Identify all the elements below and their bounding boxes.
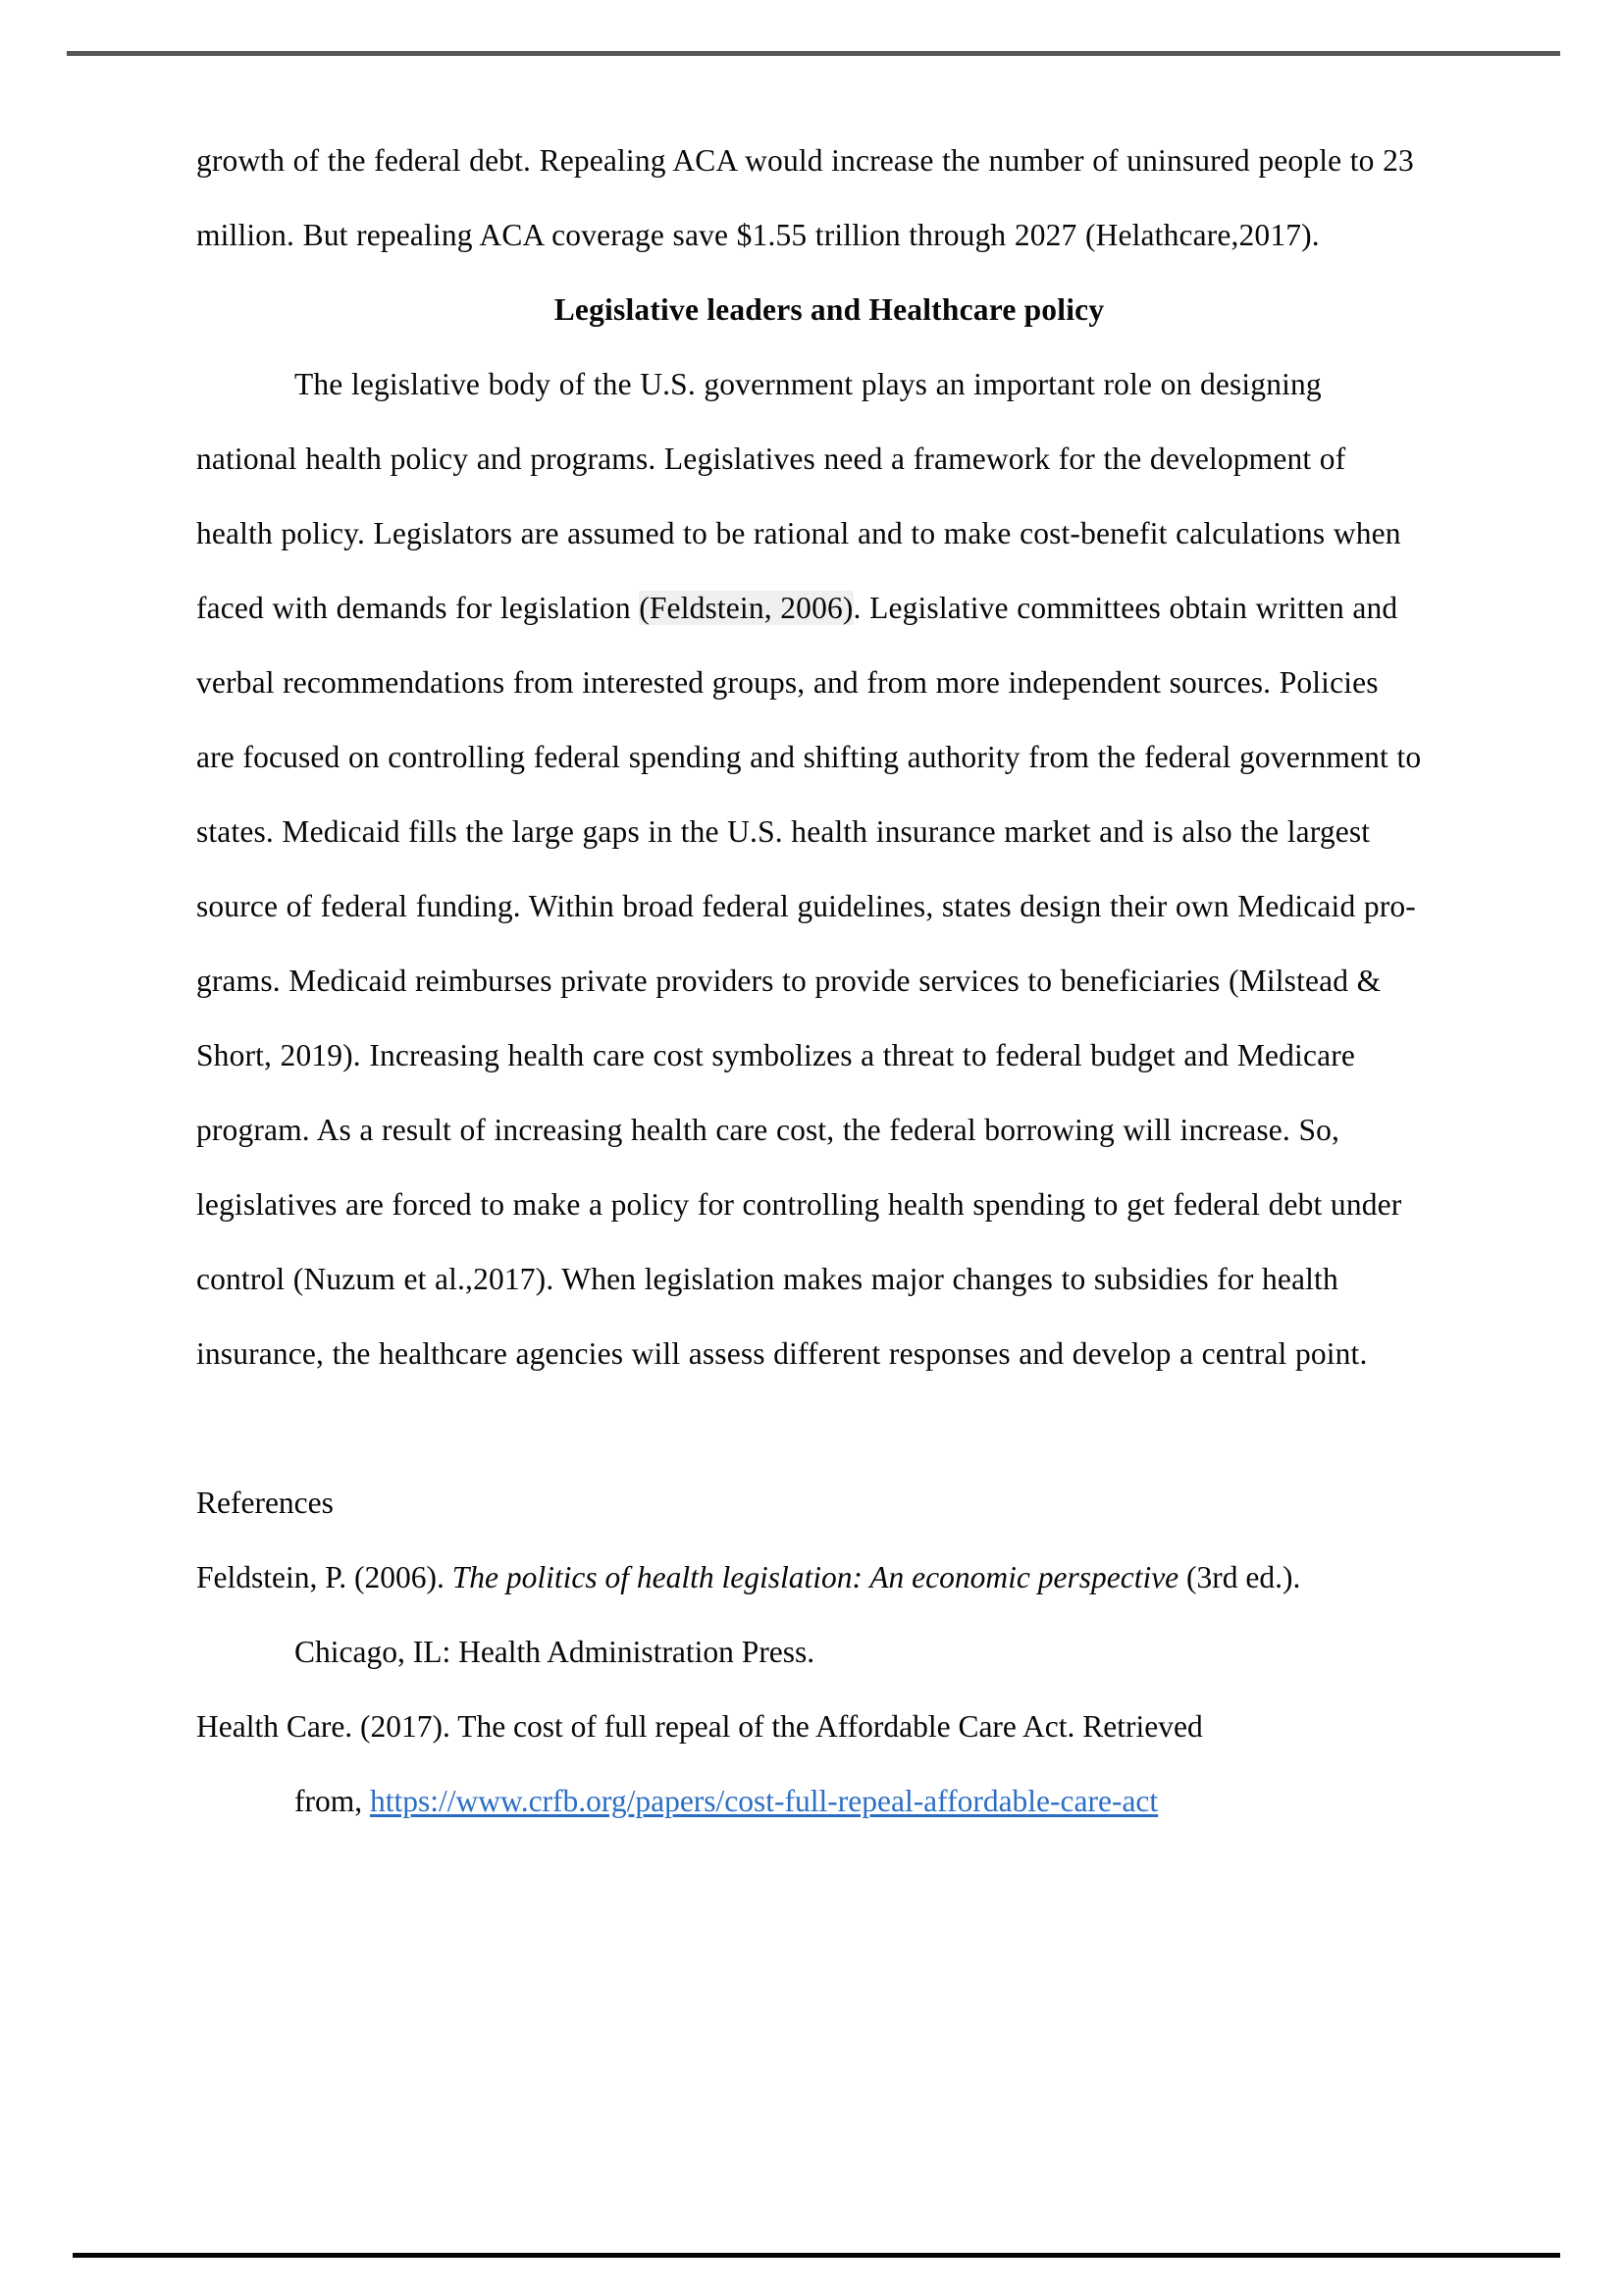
body-line-8: source of federal funding. Within broad federal guidelines, states design their own Medicaid pro- (196, 889, 1416, 923)
reference-1-edition: (3rd ed.). (1178, 1560, 1301, 1594)
body-line-14: insurance, the healthcare agencies will assess different responses and develop a central point. (196, 1336, 1368, 1371)
body-line-4 (196, 571, 1462, 646)
footer-rule (73, 2253, 1560, 2258)
body-line-10: Short, 2019). Increasing health care cost symbolizes a threat to federal budget and Medicare (196, 1038, 1355, 1072)
highlighted-citation: (Feldstein, 2006) (639, 591, 854, 625)
references-heading: References (196, 1486, 334, 1520)
body-line-12: legislatives are forced to make a policy for controlling health spending to get federal debt under (196, 1187, 1402, 1222)
paragraph-spacer (196, 1391, 1462, 1466)
body-line-1: The legislative body of the U.S. government plays an important role on designing (294, 367, 1322, 401)
reference-1-title: The politics of health legislation: An economic perspective (451, 1560, 1179, 1594)
body-line-2: national health policy and programs. Legislatives need a framework for the development of (196, 442, 1346, 476)
page-content (196, 124, 1462, 1839)
continued-paragraph-line-1: growth of the federal debt. Repealing ACA would increase the number of uninsured people to 23 (196, 143, 1414, 178)
header-rule (67, 51, 1560, 56)
body-line-9: grams. Medicaid reimburses private providers to provide services to beneficiaries (Milstead & (196, 964, 1382, 998)
body-line-11: program. As a result of increasing health care cost, the federal borrowing will increase. So, (196, 1113, 1340, 1147)
body-line-6: are focused on controlling federal spending and shifting authority from the federal government to (196, 740, 1422, 774)
reference-2-from-label: from, (294, 1784, 370, 1818)
continued-paragraph-line-2: million. But repealing ACA coverage save $1.55 trillion through 2027 (Helathcare,2017). (196, 218, 1320, 252)
reference-1-continuation: Chicago, IL: Health Administration Press. (294, 1635, 815, 1669)
body-line-5: verbal recommendations from interested groups, and from more independent sources. Policies (196, 665, 1379, 700)
body-line-4-before: faced with demands for legislation (196, 591, 640, 625)
reference-1-author-year: Feldstein, P. (2006). (196, 1560, 452, 1594)
section-heading: Legislative leaders and Healthcare policy (553, 292, 1105, 327)
reference-2-url-link[interactable]: https://www.crfb.org/papers/cost-full-repeal-affordable-care-act (369, 1784, 1159, 1818)
body-line-7: states. Medicaid fills the large gaps in the U.S. health insurance market and is also the largest (196, 814, 1371, 849)
reference-2-continuation (196, 1764, 1462, 1839)
body-line-4-after: . Legislative committees obtain written and (853, 591, 1398, 625)
reference-entry-2: Health Care. (2017). The cost of full repeal of the Affordable Care Act. Retrieved (196, 1709, 1203, 1744)
body-line-3: health policy. Legislators are assumed to be rational and to make cost-benefit calculations when (196, 516, 1401, 550)
reference-entry-1 (196, 1540, 1462, 1615)
body-line-13: control (Nuzum et al.,2017). When legislation makes major changes to subsidies for health (196, 1262, 1338, 1296)
